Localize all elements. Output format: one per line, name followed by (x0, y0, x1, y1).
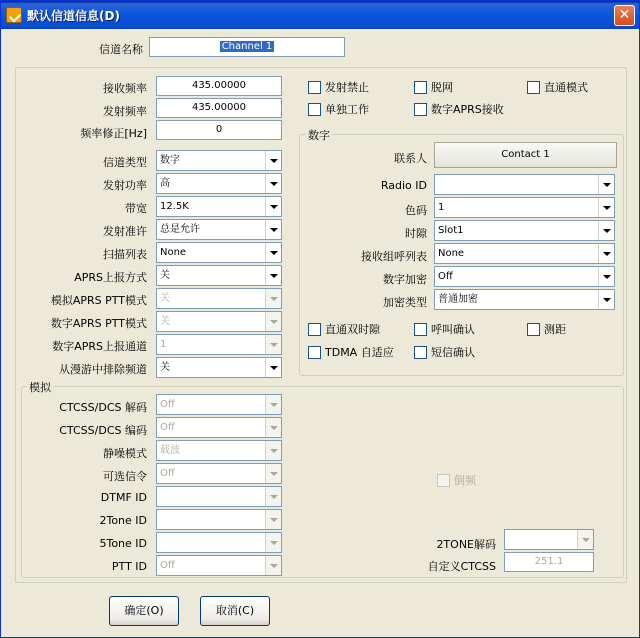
tdma-adaptive-checkbox[interactable] (308, 346, 394, 359)
chevron-down-icon (265, 533, 281, 552)
freq-correction-label: 频率修正[Hz] (80, 127, 147, 140)
analog-aprs-ptt-select (156, 288, 282, 309)
squelch-mode-select (156, 440, 282, 461)
direct-mode-checkbox[interactable] (527, 81, 588, 94)
aprs-report-label: APRS上报方式 (74, 271, 147, 284)
freq-correction-input[interactable]: 0 (156, 120, 282, 140)
dual-slot-label: 直通双时隙 (325, 323, 380, 336)
squelch-mode-value: 载波 (160, 445, 180, 456)
twotone-decode-select (504, 529, 594, 550)
ptt-id-label: PTT ID (111, 560, 147, 573)
rx-freq-input[interactable]: 435.00000 (156, 76, 282, 96)
analog-aprs-ptt-label: 模拟APRS PTT模式 (50, 294, 147, 307)
checkbox-icon[interactable] (308, 103, 321, 116)
contact-button[interactable]: Contact 1 (434, 142, 617, 168)
scan-list-select[interactable] (156, 242, 282, 263)
exclude-roaming-label: 从漫游中排除频道 (59, 363, 147, 376)
ptt-id-select (156, 555, 282, 576)
tx-permit-label: 发射准许 (103, 225, 147, 238)
ptt-id-value: Off (160, 560, 175, 571)
encryption-type-value: 普通加密 (438, 294, 478, 305)
ranging-checkbox[interactable] (527, 323, 566, 336)
direct-mode-label: 直通模式 (544, 81, 588, 94)
sms-confirm-checkbox[interactable] (414, 346, 475, 359)
scan-list-value: None (160, 247, 187, 258)
rx-group-list-label: 接收组呼列表 (361, 250, 427, 263)
optional-signal-value: Off (160, 468, 175, 479)
chevron-down-icon[interactable] (598, 290, 614, 309)
ranging-label: 测距 (544, 323, 566, 336)
exclude-roaming-select[interactable] (156, 357, 282, 378)
chevron-down-icon[interactable] (265, 197, 281, 216)
channel-name-input[interactable] (149, 37, 345, 57)
sms-confirm-label: 短信确认 (431, 346, 475, 359)
chevron-down-icon (577, 530, 593, 549)
radio-id-label: Radio ID (380, 179, 427, 192)
chevron-down-icon[interactable] (598, 198, 614, 217)
app-icon (6, 7, 22, 23)
chevron-down-icon[interactable] (598, 221, 614, 240)
optional-signal-label: 可选信令 (103, 470, 147, 483)
ctcss-decode-label: CTCSS/DCS 解码 (59, 401, 147, 414)
tdma-adaptive-label: TDMA 自适应 (325, 346, 394, 359)
chevron-down-icon (265, 418, 281, 437)
tx-freq-input[interactable]: 435.00000 (156, 98, 282, 118)
fivetone-id-select (156, 532, 282, 553)
dtmf-id-label: DTMF ID (100, 491, 147, 504)
chevron-down-icon (265, 556, 281, 575)
aprs-report-select[interactable] (156, 265, 282, 286)
checkbox-icon[interactable] (527, 323, 540, 336)
twotone-decode-label: 2TONE解码 (436, 538, 496, 551)
digital-aprs-ptt-label: 数字APRS PTT模式 (50, 317, 147, 330)
reverse-checkbox (437, 474, 476, 487)
encryption-label: 数字加密 (383, 273, 427, 286)
channel-name-label: 信道名称 (99, 43, 143, 56)
tx-permit-value: 总是允许 (160, 224, 200, 235)
aprs-report-value: 关 (160, 270, 170, 281)
tx-inhibit-label: 发射禁止 (325, 81, 369, 94)
chevron-down-icon[interactable] (265, 151, 281, 170)
encryption-type-select[interactable] (434, 289, 615, 310)
channel-type-select[interactable] (156, 150, 282, 171)
tx-power-value: 高 (160, 178, 170, 189)
digital-aprs-channel-select (156, 334, 282, 355)
encryption-value: Off (438, 271, 453, 282)
checkbox-icon[interactable] (308, 346, 321, 359)
channel-type-value: 数字 (160, 155, 180, 166)
custom-ctcss-label: 自定义CTCSS (427, 560, 496, 573)
analog-group-title: 模拟 (29, 381, 51, 394)
checkbox-icon[interactable] (414, 103, 427, 116)
offline-label: 脱网 (431, 81, 453, 94)
ctcss-decode-select (156, 394, 282, 415)
close-button[interactable]: ✕ (614, 5, 635, 26)
ctcss-encode-label: CTCSS/DCS 编码 (59, 424, 147, 437)
contact-label: 联系人 (394, 152, 427, 165)
cancel-button[interactable]: 取消(C) (200, 596, 270, 626)
call-confirm-label: 呼叫确认 (431, 323, 475, 336)
analog-aprs-ptt-value: 关 (160, 293, 170, 304)
ctcss-encode-value: Off (160, 422, 175, 433)
call-confirm-checkbox[interactable] (414, 323, 475, 336)
chevron-down-icon (265, 289, 281, 308)
chevron-down-icon[interactable] (265, 243, 281, 262)
color-code-label: 色码 (405, 204, 427, 217)
timeslot-label: 时隙 (405, 227, 427, 240)
chevron-down-icon[interactable] (265, 174, 281, 193)
fivetone-id-label: 5Tone ID (99, 537, 147, 550)
custom-ctcss-input: 251.1 (504, 552, 594, 572)
reverse-label: 倒频 (454, 474, 476, 487)
squelch-mode-label: 静噪模式 (103, 447, 147, 460)
twotone-id-label: 2Tone ID (99, 514, 147, 527)
channel-name-value: Channel 1 (221, 41, 273, 52)
scan-list-label: 扫描列表 (103, 248, 147, 261)
tx-inhibit-checkbox[interactable] (308, 81, 369, 94)
optional-signal-select (156, 463, 282, 484)
checkbox-icon[interactable] (308, 81, 321, 94)
chevron-down-icon (265, 464, 281, 483)
chevron-down-icon (265, 335, 281, 354)
digital-aprs-channel-label: 数字APRS上报通道 (52, 340, 147, 353)
color-code-value: 1 (438, 202, 445, 213)
twotone-id-select (156, 509, 282, 530)
dtmf-id-select (156, 486, 282, 507)
bandwidth-value: 12.5K (160, 201, 189, 212)
tx-power-select[interactable] (156, 173, 282, 194)
encryption-type-label: 加密类型 (383, 296, 427, 309)
digital-aprs-ptt-select (156, 311, 282, 332)
chevron-down-icon[interactable] (598, 244, 614, 263)
checkbox-icon[interactable] (414, 81, 427, 94)
ok-button[interactable]: 确定(O) (109, 596, 179, 626)
chevron-down-icon[interactable] (265, 220, 281, 239)
title-bar[interactable] (1, 1, 639, 29)
checkbox-icon[interactable] (414, 323, 427, 336)
radio-id-select[interactable] (434, 174, 615, 195)
chevron-down-icon (265, 487, 281, 506)
solo-work-label: 单独工作 (325, 103, 369, 116)
checkbox-icon[interactable] (308, 323, 321, 336)
color-code-select[interactable] (434, 197, 615, 218)
rx-freq-label: 接收频率 (103, 82, 147, 95)
rx-group-list-value: None (438, 248, 465, 259)
chevron-down-icon (265, 510, 281, 529)
ctcss-encode-select (156, 417, 282, 438)
encryption-select[interactable] (434, 266, 615, 287)
rx-group-list-select[interactable] (434, 243, 615, 264)
timeslot-value: Slot1 (438, 225, 464, 236)
exclude-roaming-value: 关 (160, 362, 170, 373)
channel-type-label: 信道类型 (103, 156, 147, 169)
solo-work-checkbox[interactable] (308, 103, 369, 116)
tx-power-label: 发射功率 (103, 179, 147, 192)
chevron-down-icon (265, 441, 281, 460)
chevron-down-icon[interactable] (598, 267, 614, 286)
digital-aprs-ptt-value: 关 (160, 316, 170, 327)
window-title: 默认信道信息(D) (27, 9, 120, 23)
chevron-down-icon (265, 312, 281, 331)
timeslot-select[interactable] (434, 220, 615, 241)
checkbox-icon (437, 474, 450, 487)
chevron-down-icon[interactable] (598, 175, 614, 194)
dual-slot-checkbox[interactable] (308, 323, 380, 336)
bandwidth-label: 带宽 (125, 202, 147, 215)
digital-aprs-rx-checkbox[interactable] (414, 103, 504, 116)
chevron-down-icon (265, 395, 281, 414)
digital-group-title: 数字 (308, 129, 330, 142)
digital-aprs-rx-label: 数字APRS接收 (431, 103, 504, 116)
offline-checkbox[interactable] (414, 81, 453, 94)
checkbox-icon[interactable] (527, 81, 540, 94)
chevron-down-icon[interactable] (265, 358, 281, 377)
tx-freq-label: 发射频率 (103, 105, 147, 118)
ctcss-decode-value: Off (160, 399, 175, 410)
bandwidth-select[interactable] (156, 196, 282, 217)
chevron-down-icon[interactable] (265, 266, 281, 285)
tx-permit-select[interactable] (156, 219, 282, 240)
digital-aprs-channel-value: 1 (160, 339, 167, 350)
checkbox-icon[interactable] (414, 346, 427, 359)
